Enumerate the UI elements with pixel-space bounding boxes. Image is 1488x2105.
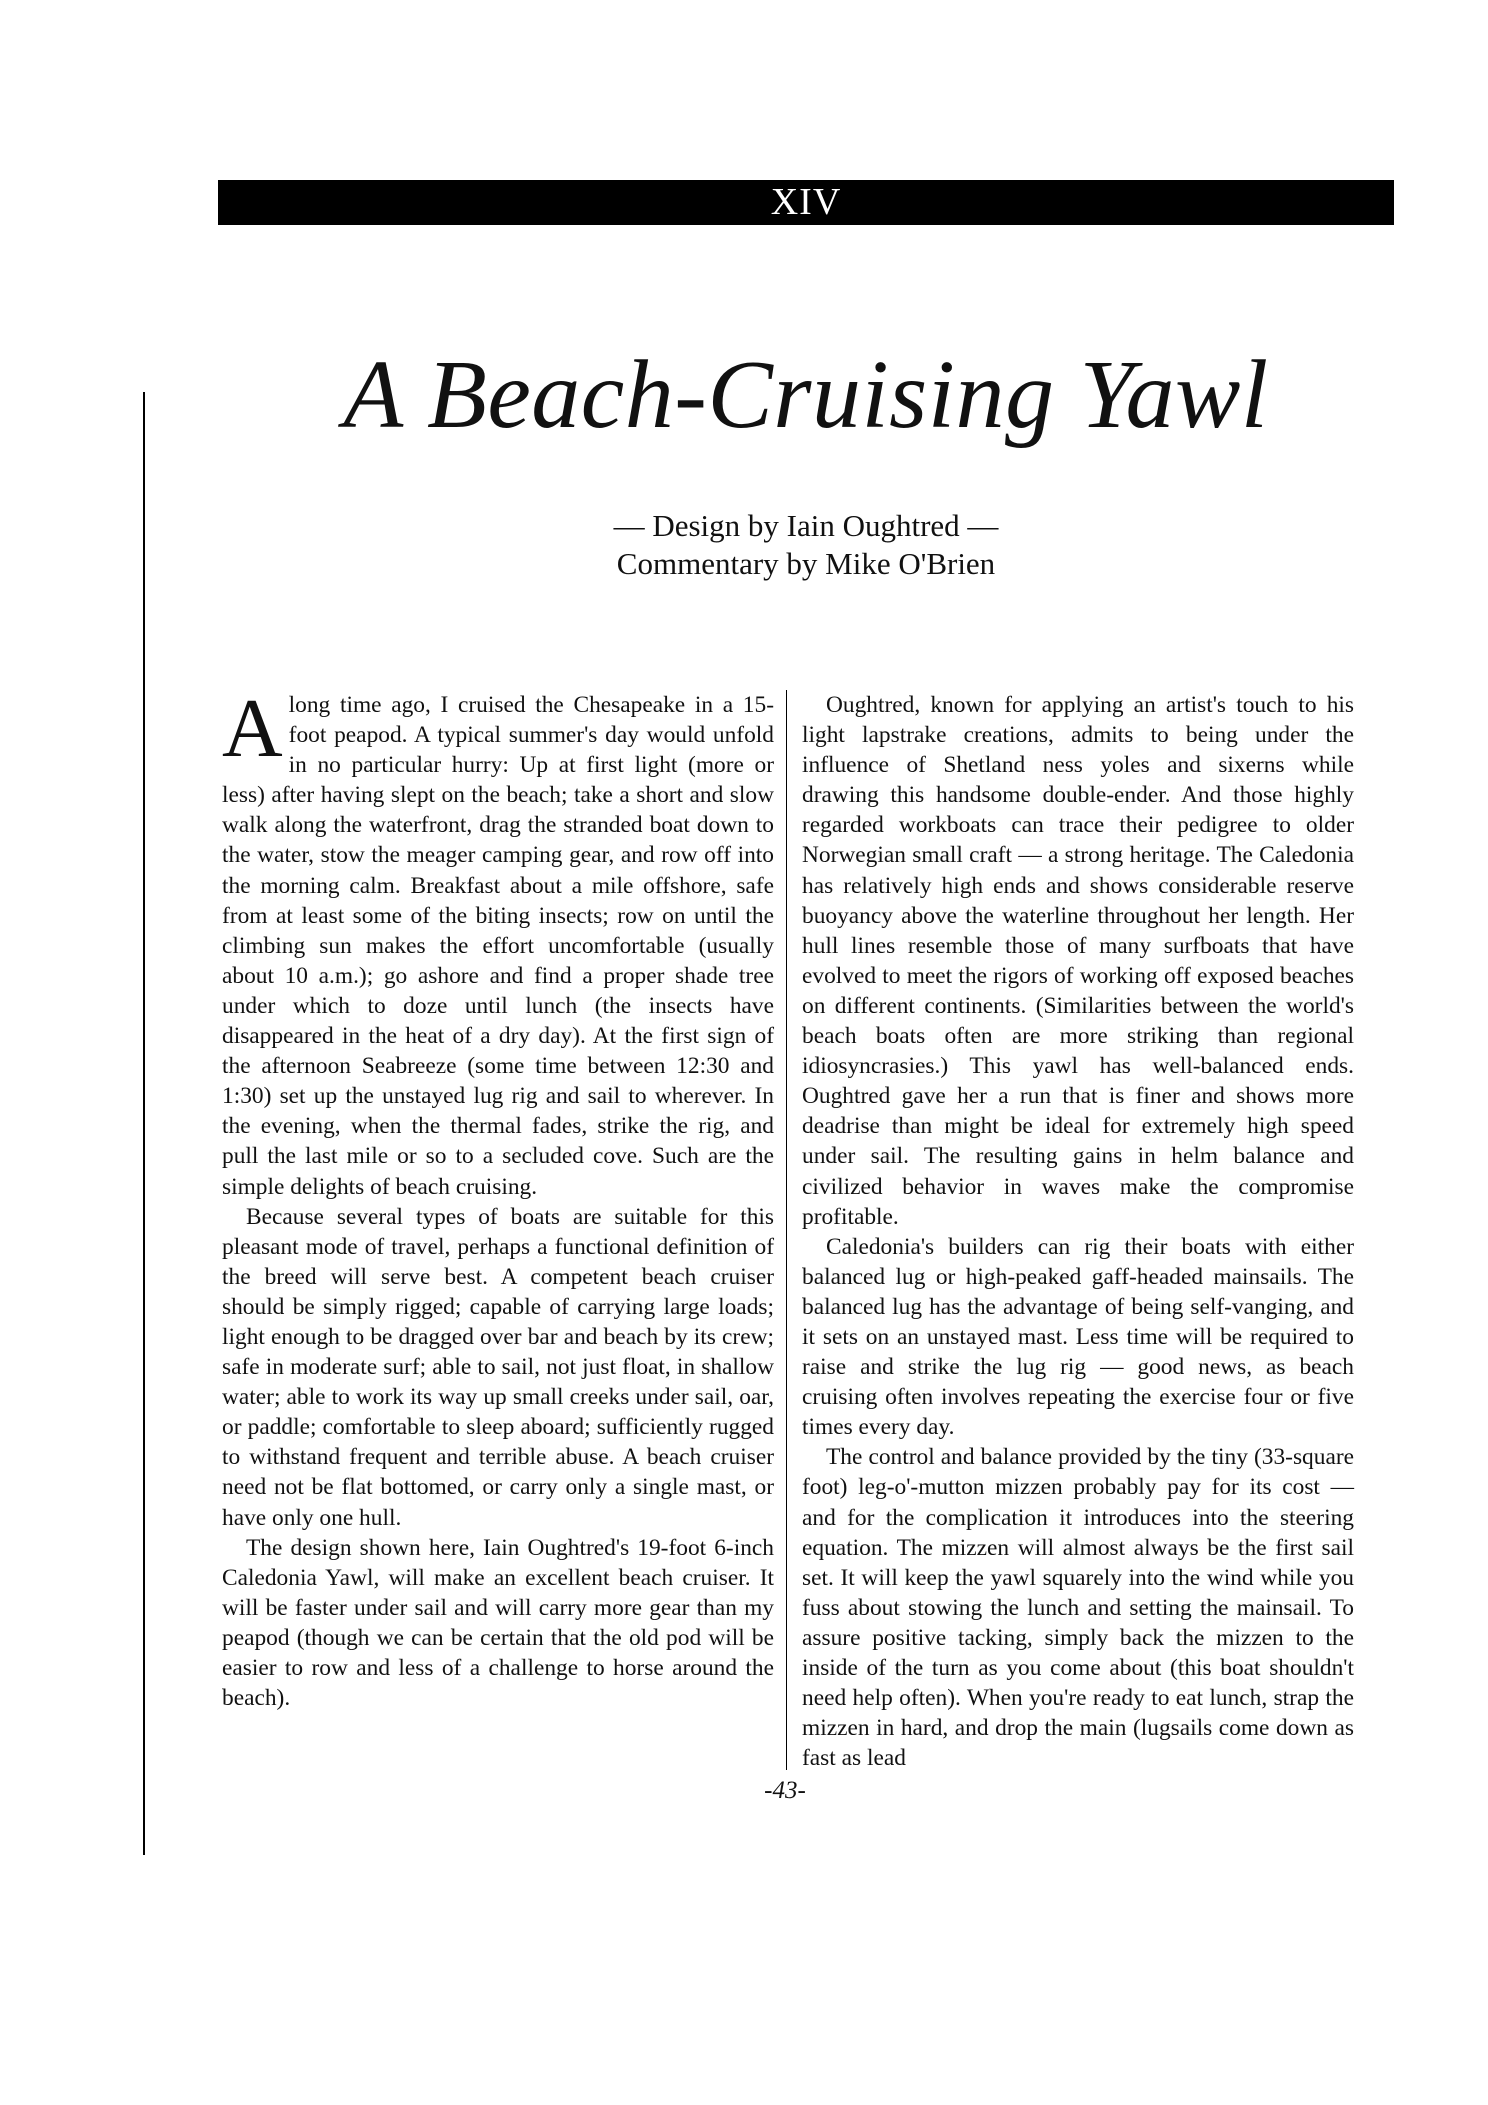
paragraph-text: long time ago, I cruised the Chesapeake in a 15-foot peapod. A typical summer's day would unfold in no particular hurry: Up at first light (more or less) after having slept on the beach; take a short and slow walk along the waterfront, drag the stranded boat down to the water, stow the meager camping gear, and row off into the morning calm. Breakfast about a mile offshore, safe from at least some of the biting insects; row on until the climbing sun makes the effort uncomfortable (usually about 10 a.m.); go ashore and find a proper shade tree under which to doze until lunch (the insects have disappeared in the heat of a dry day). At the first sign of the afternoon Seabreeze (some time between 12:30 and 1:30) set up the unstayed lug rig and sail to wherever. In the evening, when the thermal fades, strike the rig, and pull the last mile or so to a secluded cove. Such are the simple delights of beach cruising.: [222, 692, 774, 1200]
left-column: [222, 682, 774, 1713]
paragraph: Oughtred, known for applying an artist's touch to his light lapstrake creations, admits to being under the influence of Shetland ness yoles and sixerns while drawing this handsome double-ender. And those highly regarded workboats can trace their pedigree to older Norwegian small craft — a strong heritage. The Caledonia has relatively high ends and shows considerable reserve buoyancy above the waterline throughout her length. Her hull lines resemble those of many surfboats that have evolved to meet the rigors of working off exposed beaches on different continents. (Similarities between the world's beach boats often are more striking than regional idiosyncrasies.) This yawl has well-balanced ends. Oughtred gave her a run that is finer and shows more deadrise than might be ideal for extremely high speed under sail. The resulting gains in helm balance and civilized behavior in waves make the compromise profitable.: [802, 692, 1354, 1230]
byline-commentary: Commentary by Mike O'Brien: [616, 546, 996, 581]
page-number: -43-: [764, 1777, 806, 1804]
right-column: [802, 690, 1354, 1773]
byline: [218, 507, 1394, 583]
paragraph: Because several types of boats are suitable for this pleasant mode of travel, perhaps a functional definition of the breed will serve best. A competent beach cruiser should be simply rigged; capable of carrying large loads; light enough to be dragged over bar and beach by its crew; safe in moderate surf; able to sail, not just float, in shallow water; able to work its way up small creeks under sail, oar, or paddle; comfortable to sleep aboard; sufficiently rugged to withstand frequent and terrible abuse. A beach cruiser need not be flat bottomed, or carry only a single mast, or have only one hull.: [222, 1203, 774, 1531]
paragraph: The control and balance provided by the tiny (33-square foot) leg-o'-mutton mizzen probably pay for its cost — and for the complication it introduces into the steering equation. The mizzen will almost always be the first sail set. It will keep the yawl squarely into the wind while you fuss about stowing the lunch and setting the mainsail. To assure positive tacking, simply back the mizzen to the inside of the turn as you come about (this boat shouldn't need help often). When you're ready to eat lunch, strap the mizzen in hard, and drop the main (lugsails come down as fast as lead: [802, 1444, 1354, 1772]
paragraph: The design shown here, Iain Oughtred's 19-foot 6-inch Caledonia Yawl, will make an excellent beach cruiser. It will be faster under sail and will carry more gear than my peapod (though we can be certain that the old pod will be easier to row and less of a challenge to horse around the beach).: [222, 1534, 774, 1712]
margin-rule: [143, 392, 145, 1855]
paragraph: [222, 682, 774, 1202]
paragraph: Caledonia's builders can rig their boats with either balanced lug or high-peaked gaff-headed mainsails. The balanced lug has the advantage of being self-vanging, and it sets on an unstayed mast. Less time will be required to raise and strike the lug rig — good news, as beach cruising often involves repeating the exercise four or five times every day.: [802, 1233, 1354, 1441]
drop-cap: A: [222, 682, 283, 775]
byline-design: — Design by Iain Oughtred —: [613, 508, 999, 543]
chapter-number-bar: XIV: [218, 180, 1394, 225]
column-divider: [786, 690, 787, 1770]
article-title: A Beach-Cruising Yawl: [343, 341, 1269, 449]
